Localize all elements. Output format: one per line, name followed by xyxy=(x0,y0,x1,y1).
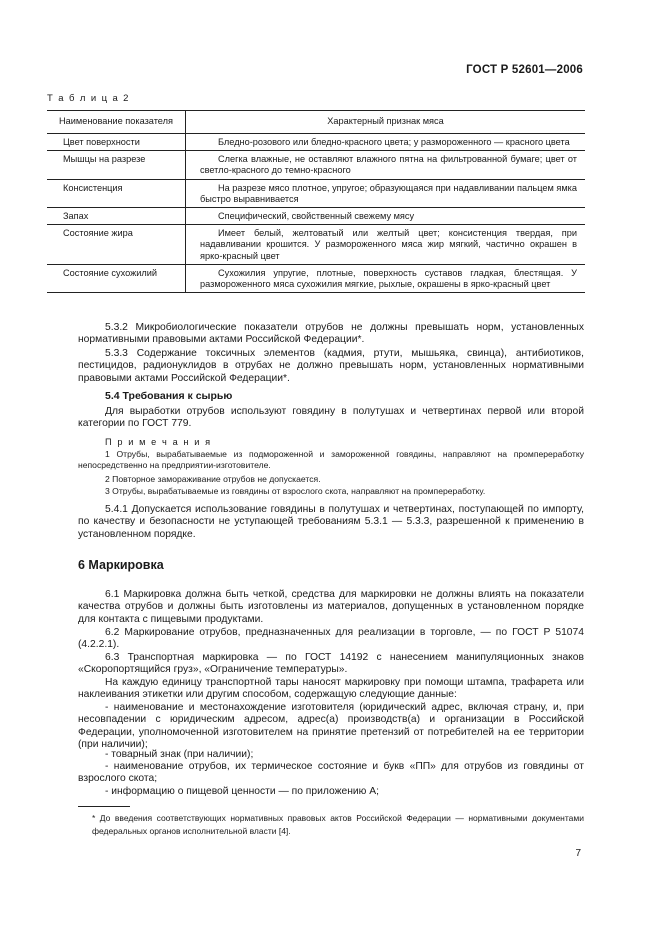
paragraph-6-3-marking-data: На каждую единицу транспортной тары наносят маркировку при помощи штампа, трафарета или наклеивания этикетки или другим способом, содержащую следующие данные: xyxy=(78,677,584,701)
paragraph-6-2: 6.2 Маркирование отрубов, предназначенных для реализации в торговле, — по ГОСТ Р 51074 (4.2.2.1). xyxy=(78,627,584,651)
paragraph-5-4: Для выработки отрубов используют говядину в полутушах и четвертинах первой или второй категории по ГОСТ 779. xyxy=(78,406,584,430)
list-item-manufacturer: - наименование и местонахождение изготовителя (юридический адрес, включая страну, и, при несовпадении с юридическим адресом, адрес(а) производств(а) и организации в Российской Федерации, уполномоченной изготовителем на принятие претензий от потребителей на ее территории (при наличии); xyxy=(78,702,584,751)
table-header-row xyxy=(47,111,585,134)
subsection-heading-5-4: 5.4 Требования к сырью xyxy=(105,390,233,402)
paragraph-6-1: 6.1 Маркировка должна быть четкой, средства для маркировки не должны влиять на показатели качества отрубов и должны быть изготовлены из материалов, допущенных в установленном порядке для контакта с пищевыми продуктами. xyxy=(78,589,584,625)
note-3: 3 Отрубы, вырабатываемые из говядины от взрослого скота, направляют на промпереработку. xyxy=(105,486,486,496)
indicator-name: Мышцы на разрезе xyxy=(47,151,186,179)
standard-code: ГОСТ Р 52601—2006 xyxy=(466,64,583,76)
note-1: 1 Отрубы, вырабатываемые из подмороженной и замороженной говядины, направляют на промпереработку непосредственно на предприятии-изготовителе. xyxy=(78,449,584,471)
indicator-name: Запах xyxy=(47,208,186,225)
table-row xyxy=(47,208,585,225)
paragraph-5-3-3: 5.3.3 Содержание токсичных элементов (кадмия, ртути, мышьяка, свинца), антибиотиков, пестицидов, радионуклидов в отрубах не должно превышать норм, установленных нормативными правовыми актами Российской Федерации*. xyxy=(78,348,584,384)
indicator-name: Консистенция xyxy=(47,179,186,207)
indicator-value: Бледно-розового или бледно-красного цвета; у размороженного — красного цвета xyxy=(186,134,586,151)
footnote-divider xyxy=(78,806,130,807)
table-row xyxy=(47,264,585,292)
table-row xyxy=(47,179,585,207)
indicator-value: Слегка влажные, не оставляют влажного пятна на фильтрованной бумаге; цвет от светло-красного до темно-красного xyxy=(186,151,586,179)
column-header: Наименование показателя xyxy=(47,111,186,134)
page-number: 7 xyxy=(575,848,581,859)
indicators-table xyxy=(47,110,585,293)
section-heading-6: 6 Маркировка xyxy=(78,558,164,572)
table-row xyxy=(47,134,585,151)
indicator-value: Имеет белый, желтоватый или желтый цвет; консистенция твердая, при надавливании крошится. У размороженного мяса жир мягкий, частично окрашен в ярко-красный цвет xyxy=(186,225,586,265)
footnote: * До введения соответствующих нормативных правовых актов Российской Федерации — нормативными документами федеральных органов исполнительной власти [4]. xyxy=(92,813,584,836)
paragraph-5-3-2: 5.3.2 Микробиологические показатели отрубов не должны превышать норм, установленных нормативными правовыми актами Российской Федерации*. xyxy=(78,322,584,346)
list-item-nutrition: - информацию о пищевой ценности — по приложению А; xyxy=(105,786,379,797)
paragraph-5-4-1: 5.4.1 Допускается использование говядины в полутушах и четвертинах, поступающей по импорту, по качеству и безопасности не уступающей требованиям 5.3.1 — 5.3.3, разрешенной к применению в установленном порядке. xyxy=(78,504,584,540)
column-header: Характерный признак мяса xyxy=(186,111,586,134)
indicator-value: Сухожилия упругие, плотные, поверхность суставов гладкая, блестящая. У размороженного мяса сухожилия мягкие, рыхлые, окрашены в ярко-красный цвет xyxy=(186,264,586,292)
list-item-trademark: - товарный знак (при наличии); xyxy=(105,749,254,760)
table-row xyxy=(47,225,585,265)
indicator-name: Цвет поверхности xyxy=(47,134,186,151)
indicator-name: Состояние сухожилий xyxy=(47,264,186,292)
indicator-value: На разрезе мясо плотное, упругое; образующаяся при надавливании пальцем ямка быстро выравнивается xyxy=(186,179,586,207)
paragraph-6-3: 6.3 Транспортная маркировка — по ГОСТ 14192 с нанесением манипуляционных знаков «Скоропортящийся груз», «Ограничение температуры». xyxy=(78,652,584,676)
list-item-product-name: - наименование отрубов, их термическое состояние и букв «ПП» для отрубов из говядины от взрослого скота; xyxy=(78,761,584,785)
table-row xyxy=(47,151,585,179)
table-caption: Т а б л и ц а 2 xyxy=(47,93,130,104)
indicator-name: Состояние жира xyxy=(47,225,186,265)
note-2: 2 Повторное замораживание отрубов не допускается. xyxy=(105,474,321,484)
indicator-value: Специфический, свойственный свежему мясу xyxy=(186,208,586,225)
notes-title: П р и м е ч а н и я xyxy=(105,437,212,447)
